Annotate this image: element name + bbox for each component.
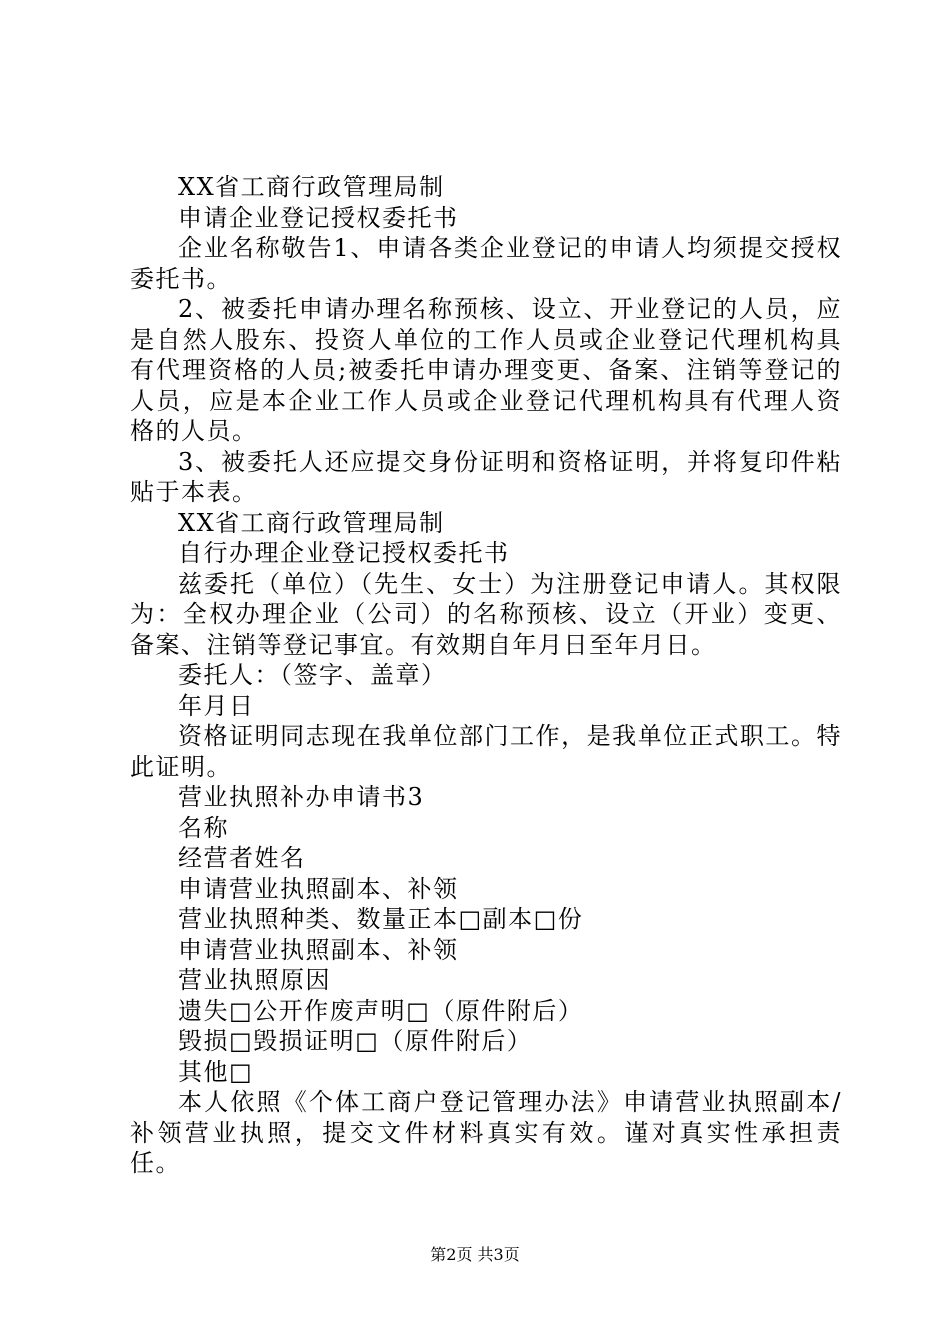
line-title-2: XX省工商行政管理局制 <box>178 508 445 537</box>
page-footer: 第2页 共3页 <box>430 1245 520 1264</box>
line-heading-self-handling: 自行办理企业登记授权委托书 <box>178 539 510 567</box>
paragraph-declaration: 本人依照《个体工商户登记管理办法》申请营业执照副本/补领营业执照，提交文件材料真实有效。谨对真实性承担责任。 <box>130 1088 842 1177</box>
line-field-operator: 经营者姓名 <box>178 844 306 872</box>
line-heading-authorization: 申请企业登记授权委托书 <box>178 203 459 232</box>
line-option-lost: 遗失□公开作废声明□（原件附后） <box>178 996 584 1025</box>
line-option-other: 其他□ <box>178 1057 254 1086</box>
line-field-license-type: 营业执照种类、数量正本□副本□份 <box>178 905 584 933</box>
line-heading-license-reissue: 营业执照补办申请书3 <box>178 783 425 811</box>
document-body <box>130 172 842 1179</box>
line-field-name: 名称 <box>178 813 229 842</box>
paragraph-qualification: 资格证明同志现在我单位部门工作，是我单位正式职工。特此证明。 <box>130 722 842 781</box>
line-principal-signature: 委托人：（签字、盖章） <box>178 661 447 689</box>
line-field-apply-1: 申请营业执照副本、补领 <box>178 874 459 903</box>
line-date: 年月日 <box>178 691 255 720</box>
paragraph-notice-3: 3、被委托人还应提交身份证明和资格证明，并将复印件粘贴于本表。 <box>130 447 842 506</box>
line-title-1: XX省工商行政管理局制 <box>178 173 445 201</box>
line-option-damaged: 毁损□毁损证明□（原件附后） <box>178 1027 533 1055</box>
paragraph-entrustment: 兹委托（单位）（先生、女士）为注册登记申请人。其权限为：全权办理企业（公司）的名称预核、设立（开业）变更、备案、注销等登记事宜。有效期自年月日至年月日。 <box>130 569 842 659</box>
paragraph-notice-2: 2、被委托申请办理名称预核、设立、开业登记的人员，应是自然人股东、投资人单位的工作人员或企业登记代理机构具有代理资格的人员;被委托申请办理变更、备案、注销等登记的人员，应是本企业工作人员或企业登记代理机构具有代理人资格的人员。 <box>130 295 842 445</box>
line-field-apply-2: 申请营业执照副本、补领 <box>178 935 459 964</box>
paragraph-notice-1: 企业名称敬告1、申请各类企业登记的申请人均须提交授权委托书。 <box>130 234 842 293</box>
line-field-reason: 营业执照原因 <box>178 966 331 994</box>
